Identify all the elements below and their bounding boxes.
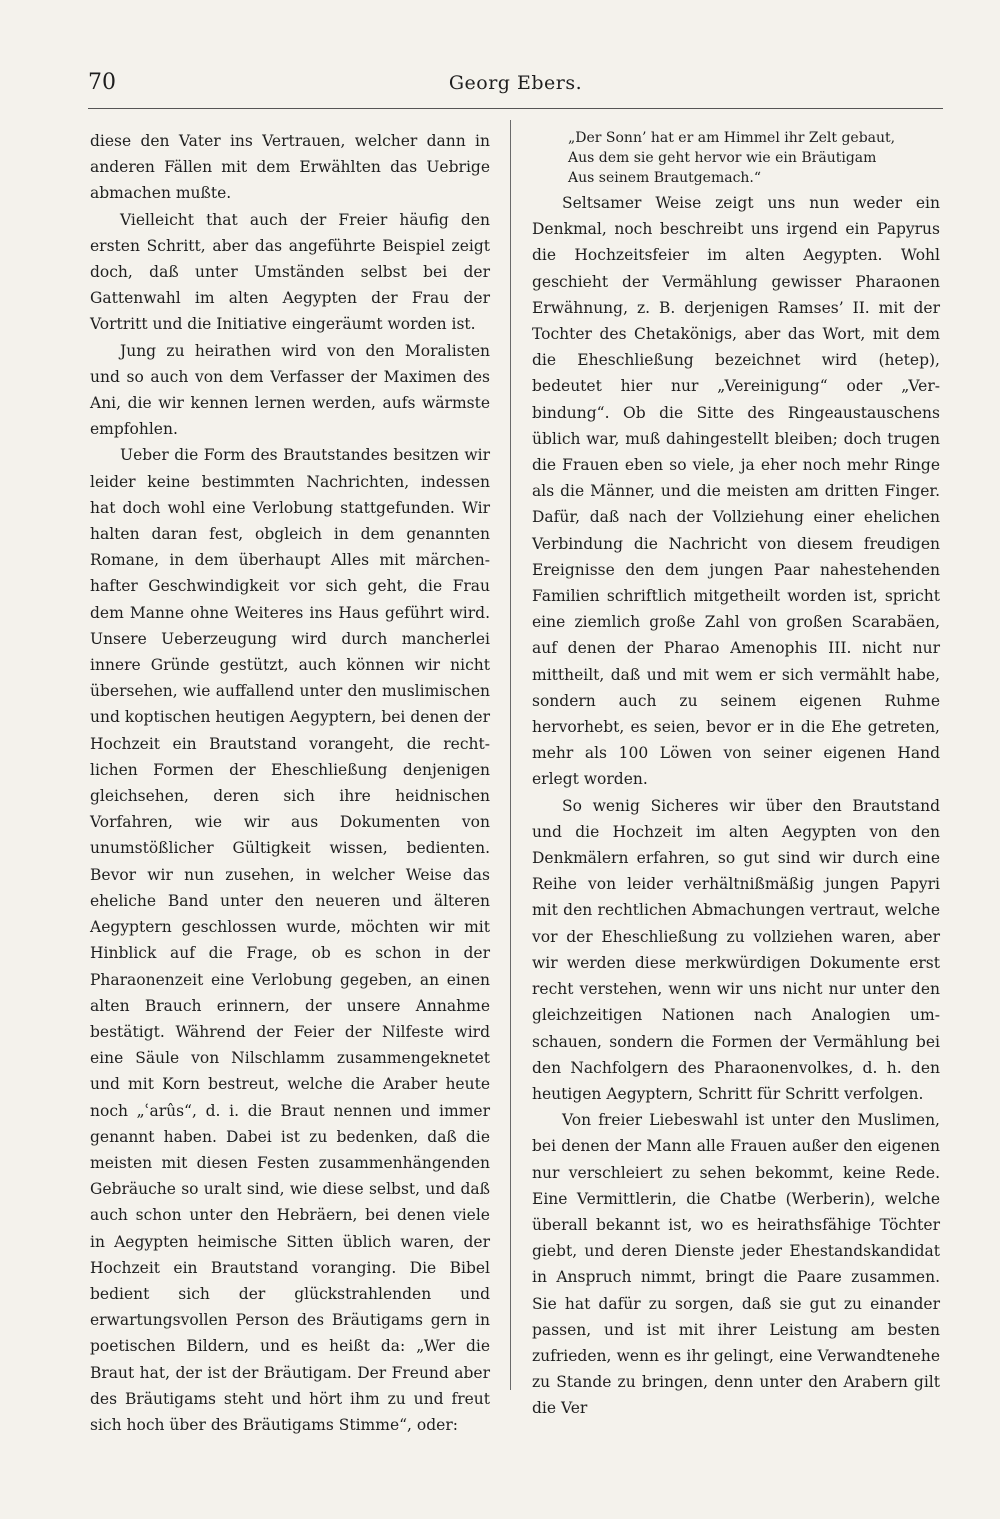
poem-line: Aus dem sie geht hervor wie ein Bräutigam (568, 150, 877, 166)
running-head: Georg Ebers. (448, 72, 583, 94)
poem-quote (532, 128, 940, 188)
paragraph: Vielleicht that auch der Freier häufig den ersten Schritt, aber das angeführte Beispiel zeigt doch, daß unter Umständen selbst bei der Gattenwahl im alten Aegypten der Frau der Vortritt und die Initiative eingeräumt worden ist. (90, 210, 490, 334)
column-divider (510, 120, 511, 1390)
left-column (90, 128, 490, 1438)
paragraph: Ueber die Form des Brautstandes besitzen wir leider keine bestimmten Nachrichten, indessen hat doch wohl eine Verlobung stattgefunden. Wir halten daran fest, obgleich in dem genannten Romane, in dem überhaupt Alles mit märchenhafter Geschwindigkeit vor sich geht, die Frau dem Manne ohne Weiteres ins Haus geführt wird. Unsere Ueberzeugung wird durch mancherlei innere Gründe gestützt, auch können wir nicht übersehen, wie auffallend unter den muslimischen und koptischen heutigen Aegyptern, bei denen der Hochzeit ein Brautstand vorangeht, die rechtlichen Formen der Eheschließung denjenigen gleichsehen, deren sich ihre heidnischen Vorfahren, wie wir aus Dokumenten von unumstößlicher Gültigkeit wissen, bedienten. Bevor wir nun zusehen, in welcher Weise das eheliche Band unter den neueren und älteren Aegyptern geschlossen wurde, möchten wir mit Hinblick auf die Frage, ob es schon in der Pharaonenzeit eine Verlobung gegeben, an einen alten Brauch erinnern, der unsere Annahme bestätigt. Während der Feier der Nilfeste wird eine Säule von Nilschlamm zusammengeknetet und mit Korn bestreut, welche die Araber heute noch „ʿarûs“, d. i. die Braut nennen und immer genannt haben. Dabei ist zu bedenken, daß die meisten mit diesen Festen zusammenhängenden Gebräuche so uralt sind, wie diese selbst, und daß auch schon unter den Hebräern, bei denen viele in Aegypten heimische Sitten üblich waren, der Hochzeit ein Brautstand voranging. Die Bibel bedient sich der glückstrahlenden und erwartungsvollen Person des Bräutigams gern in poetischen Bildern, und es heißt da: „Wer die Braut hat, der ist der Bräutigam. Der Freund aber des Bräutigams steht und hört ihm zu und freut sich hoch über des Bräutigams Stimme“, oder: (90, 446, 490, 1434)
page-header (88, 70, 943, 102)
paragraph: Jung zu heirathen wird von den Moralisten und so auch von dem Verfasser der Maximen des Ani, die wir kennen lernen werden, aufs wärmste empfohlen. (90, 341, 490, 439)
right-column (532, 128, 940, 1422)
paragraph: Seltsamer Weise zeigt uns nun weder ein Denkmal, noch beschreibt uns irgend ein Papyrus die Hochzeitsfeier im alten Aegypten. Wohl geschieht der Vermählung gewisser Pharaonen Erwähnung, z. B. derjenigen Ramses’ II. mit der Tochter des Chetakönigs, aber das Wort, mit dem die Eheschließung bezeichnet wird (hetep), bedeutet hier nur „Vereinigung“ oder „Verbindung“. Ob die Sitte des Ringeaustauschens üblich war, muß dahingestellt bleiben; doch trugen die Frauen eben so viele, ja eher noch mehr Ringe als die Männer, und die meisten am dritten Finger. Dafür, daß nach der Vollziehung einer ehelichen Verbindung die Nachricht von diesem freudigen Ereignisse den dem jungen Paar nahestehenden Familien schriftlich mitgetheilt worden ist, spricht eine ziemlich große Zahl von großen Scarabäen, auf denen der Pharao Amenophis III. nicht nur mittheilt, daß und mit wem er sich vermählt habe, sondern auch zu seinem eigenen Ruhme hervorhebt, es seien, bevor er in die Ehe getreten, mehr als 100 Löwen von seiner eigenen Hand erlegt worden. (532, 194, 940, 789)
header-rule (88, 108, 943, 109)
paragraph: So wenig Sicheres wir über den Brautstand und die Hochzeit im alten Aegypten von den Denkmälern erfahren, so gut sind wir durch eine Reihe von leider verhältnißmäßig jungen Papyri mit den rechtlichen Abmachungen vertraut, welche vor der Eheschließung zu vollziehen waren, aber wir werden diese merkwürdigen Dokumente erst recht verstehen, wenn wir uns nicht nur unter den gleichzeitigen Nationen nach Analogien umschauen, sondern die Formen der Vermählung bei den Nachfolgern des Pharaonenvolkes, d. h. den heutigen Aegyptern, Schritt für Schritt verfolgen. (532, 796, 940, 1103)
poem-line: Aus seinem Brautgemach.“ (568, 170, 762, 186)
page-number: 70 (88, 70, 116, 95)
paragraph: diese den Vater ins Vertrauen, welcher dann in anderen Fällen mit dem Erwählten das Uebrige abmachen mußte. (90, 132, 490, 203)
paragraph: Von freier Liebeswahl ist unter den Muslimen, bei denen der Mann alle Frauen außer den eigenen nur verschleiert zu sehen bekommt, keine Rede. Eine Vermittlerin, die Chatbe (Werberin), welche überall bekannt ist, wo es heirathsfähige Töchter giebt, und deren Dienste jeder Ehestandskandidat in Anspruch nimmt, bringt die Paare zusammen. Sie hat dafür zu sorgen, daß sie gut zu einander passen, und ist mit ihrer Leistung am besten zufrieden, wenn es ihr gelingt, eine Verwandtenehe zu Stande zu bringen, denn unter den Arabern gilt die Ver (532, 1111, 940, 1418)
poem-line: „Der Sonn’ hat er am Himmel ihr Zelt gebaut, (568, 130, 896, 146)
